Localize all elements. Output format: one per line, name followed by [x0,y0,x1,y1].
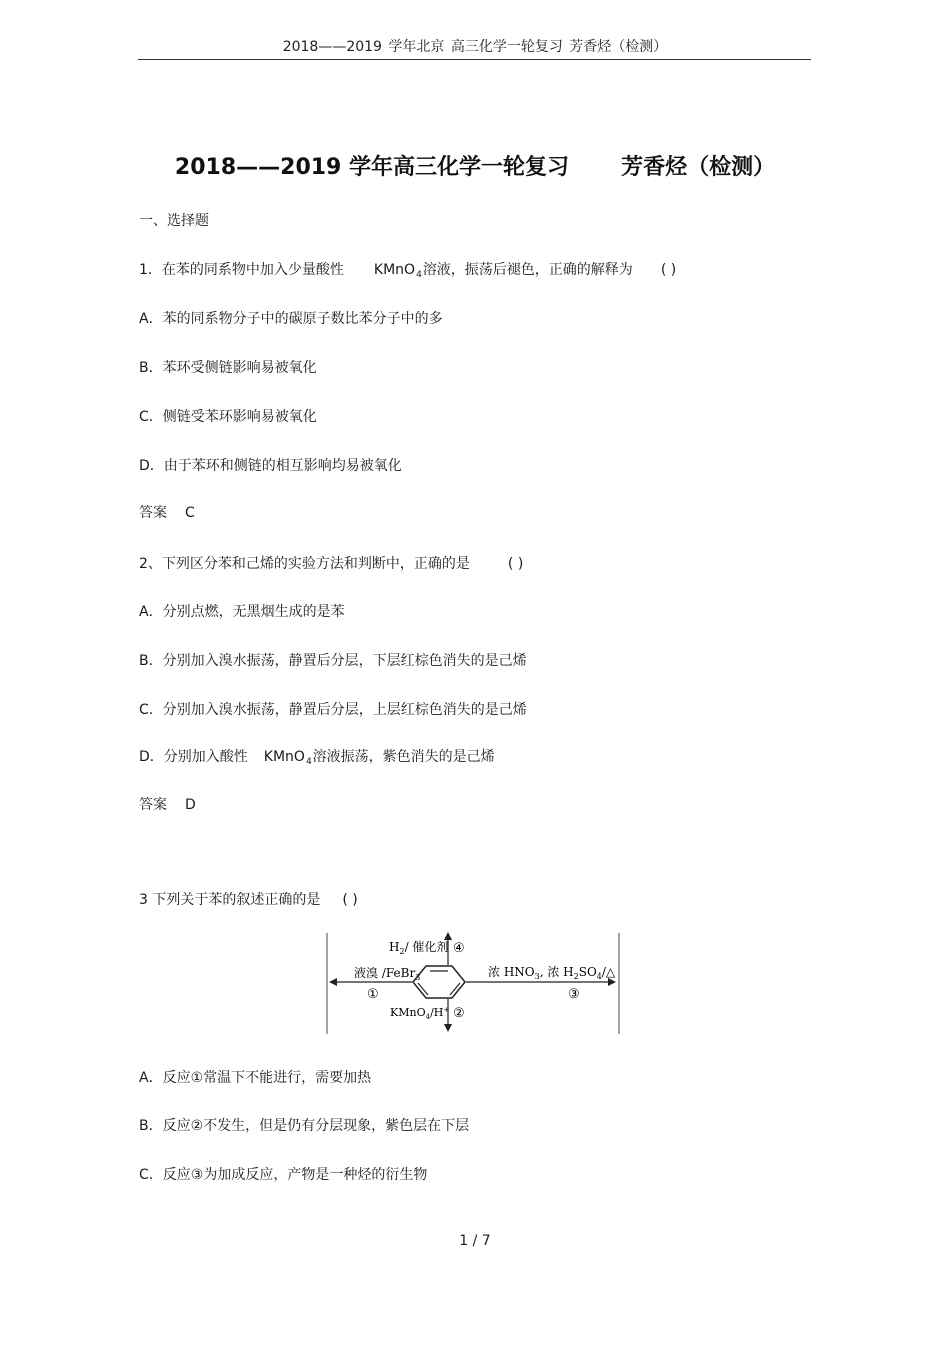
q1-formula-sub: 4 [416,270,422,280]
q1-option-a: A．苯的同系物分子中的碳原子数比苯分子中的多 [139,311,443,327]
q2-option-c: C．分别加入溴水振荡，静置后分层，上层红棕色消失的是己烯 [139,702,527,718]
running-header: 2018——2019 学年北京 高三化学一轮复习 芳香烃（检测） [282,39,668,55]
q2-option-b: B．分别加入溴水振荡，静置后分层，下层红棕色消失的是己烯 [139,653,527,669]
reaction-number-4: ④ [453,941,465,956]
q1-answer-label: 答案 [139,505,167,521]
benzene-ring [413,966,465,998]
q2-answer-value: D [185,797,196,813]
q1-answer [139,502,195,522]
q3-option-b: B．反应②不发生，但是仍有分层现象，紫色层在下层 [139,1118,470,1134]
q1-stem-end: 溶液，振荡后褪色，正确的解释为 [422,262,633,278]
q1-option-b: B．苯环受侧链影响易被氧化 [139,360,317,376]
reaction-number-3: ③ [568,987,580,1002]
q3-answer-paren: ( ) [342,892,358,908]
arrow-right-nitration [466,978,616,986]
q2-formula: KMnO [263,749,305,765]
question-1-stem [139,259,676,279]
reaction-number-1: ① [367,987,379,1002]
q1-formula: KMnO [373,262,416,278]
title-topic: 芳香烃（检测） [621,155,776,180]
section-heading: 一、选择题 [139,213,209,229]
q2-answer-label: 答案 [139,797,167,813]
question-2-stem [139,553,523,573]
hydrogen-label: $H_2/$ 催化剂 [389,940,449,956]
title-course: 学年高三化学一轮复习 [349,155,570,180]
page-number: 1 / 7 [459,1233,491,1249]
header-rule [138,59,811,60]
q1-answer-paren: ( ) [660,262,677,278]
q2-formula-sub: 4 [305,757,312,767]
arrow-down-oxidation [444,999,452,1032]
q1-option-c: C．侧链受苯环影响易被氧化 [139,409,317,425]
q3-stem: 3 下列关于苯的叙述正确的是 [139,892,321,908]
benzene-reaction-diagram [320,930,630,1038]
q1-option-d: D．由于苯环和侧链的相互影响均易被氧化 [139,458,402,474]
q2-option-a: A．分别点燃，无黑烟生成的是苯 [139,604,345,620]
q2-option-d [139,746,495,766]
q2-d-end: 溶液振荡，紫色消失的是己烯 [312,749,495,765]
permanganate-label: KMnO$_4$/H+ [390,1006,450,1021]
q1-stem-start: 1．在苯的同系物中加入少量酸性 [139,262,344,278]
question-3-stem [139,889,358,909]
q3-option-a: A．反应①常温下不能进行，需要加热 [139,1070,372,1086]
q3-option-c: C．反应③为加成反应，产物是一种烃的衍生物 [139,1167,428,1183]
document-title [0,150,950,181]
q2-answer [139,794,196,814]
q2-answer-paren: ( ) [507,556,524,572]
q1-answer-value: C [185,505,195,521]
bromination-label: 液溴 /FeBr$_3$ [354,966,421,982]
q2-d-start: D．分别加入酸性 [139,749,248,765]
reaction-number-2: ② [453,1006,465,1021]
title-years: 2018——2019 [174,155,342,180]
q2-stem: 2、下列区分苯和己烯的实验方法和判断中，正确的是 [139,556,470,572]
nitration-label: 浓 $HNO_3$, 浓 $H_2SO_4/\triangle$ [488,965,616,981]
